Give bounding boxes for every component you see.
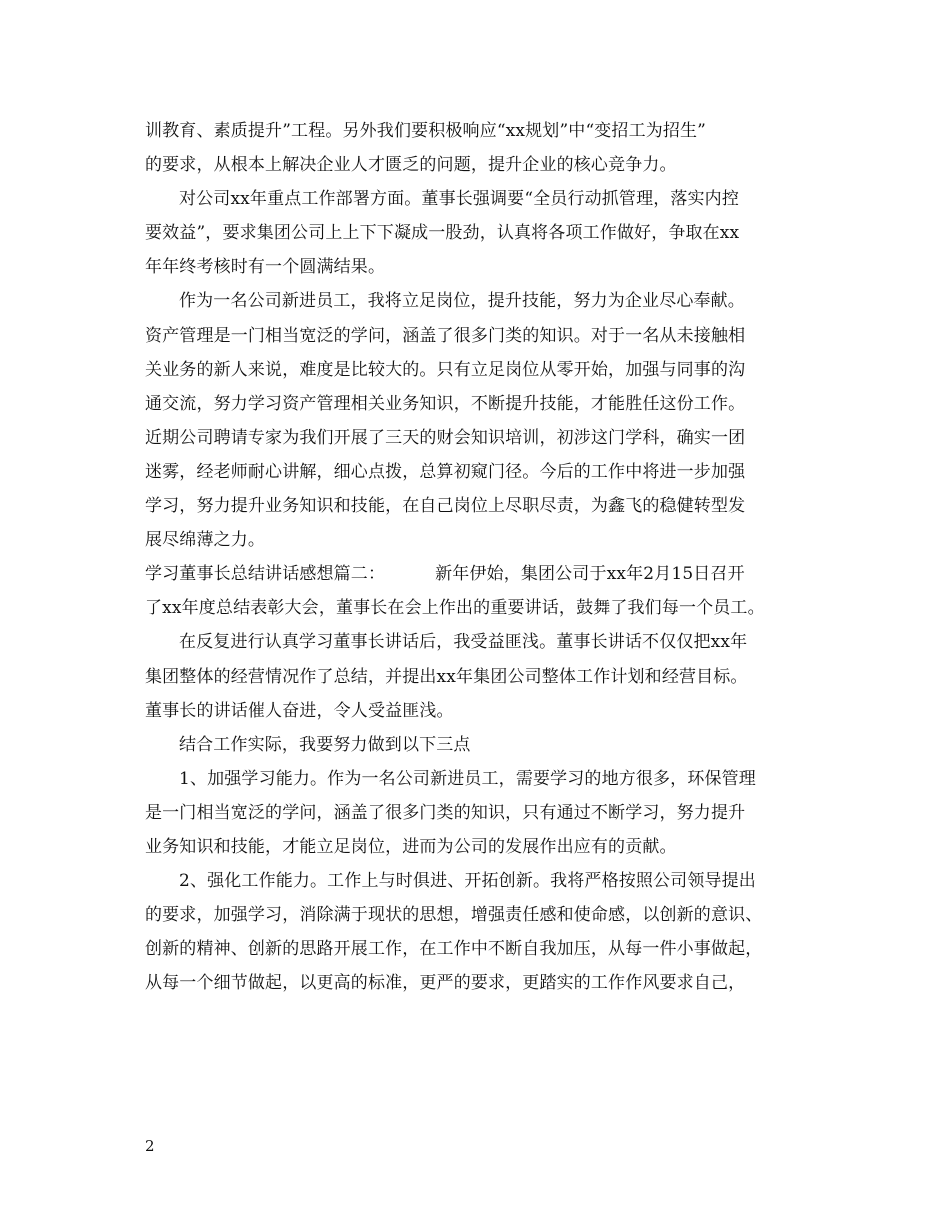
page-number: 2 — [145, 1137, 155, 1155]
document-body — [145, 114, 813, 1000]
text-line: 对公司xx年重点工作部署方面。董事长强调要“全员行动抓管理，落实内控 — [179, 189, 739, 210]
text-line: 要效益”，要求集团公司上上下下凝成一股劲，认真将各项工作做好，争取在xx — [145, 223, 740, 244]
text-line: 训教育、素质提升”工程。另外我们要积极响应“xx规划”中“变招工为招生” — [145, 121, 707, 141]
text-line: 结合工作实际，我要努力做到以下三点 — [179, 734, 471, 755]
text-line: 了xx年度总结表彰大会，董事长在会上作出的重要讲话，鼓舞了我们每一个员工。 — [145, 598, 765, 619]
text-line: 董事长的讲话催人奋进，令人受益匪浅。 — [145, 700, 454, 721]
section-heading: 学习董事长总结讲话感想篇二： — [145, 564, 386, 585]
text-line: 是一门相当宽泛的学问，涵盖了很多门类的知识，只有通过不断学习，努力提升 — [145, 802, 746, 823]
text-line: 通交流，努力学习资产管理相关业务知识，不断提升技能，才能胜任这份工作。 — [145, 393, 746, 414]
text-line: 1、加强学习能力。作为一名公司新进员工，需要学习的地方很多，环保管理 — [179, 768, 756, 789]
section-opening-text: 新年伊始，集团公司于xx年2月15日召开 — [435, 564, 745, 585]
text-line: 集团整体的经营情况作了总结，并提出xx年集团公司整体工作计划和经营目标。 — [145, 666, 748, 687]
text-line: 2、强化工作能力。工作上与时俱进、开拓创新。我将严格按照公司领导提出 — [179, 871, 756, 892]
text-line: 资产管理是一门相当宽泛的学问，涵盖了很多门类的知识。对于一名从未接触相 — [145, 325, 746, 346]
text-line: 的要求，加强学习，消除满于现状的思想，增强责任感和使命感，以创新的意识、 — [145, 905, 763, 926]
text-line: 作为一名公司新进员工，我将立足岗位，提升技能，努力为企业尽心奉献。 — [179, 291, 745, 312]
text-line: 创新的精神、创新的思路开展工作，在工作中不断自我加压，从每一件小事做起， — [145, 939, 763, 960]
text-line: 的要求，从根本上解决企业人才匮乏的问题，提升企业的核心竞争力。 — [145, 155, 677, 176]
text-line: 展尽绵薄之力。 — [145, 530, 266, 551]
text-line: 从每一个细节做起，以更高的标准，更严的要求，更踏实的工作作风要求自己， — [145, 973, 746, 994]
text-line: 学习，努力提升业务知识和技能，在自己岗位上尽职尽责，为鑫飞的稳健转型发 — [145, 496, 746, 517]
text-line: 近期公司聘请专家为我们开展了三天的财会知识培训，初涉这门学科，确实一团 — [145, 427, 746, 448]
section-heading-line — [145, 557, 813, 591]
text-line: 迷雾，经老师耐心讲解，细心点拨，总算初窥门径。今后的工作中将进一步加强 — [145, 461, 746, 482]
text-line: 业务知识和技能，才能立足岗位，进而为公司的发展作出应有的贡献。 — [145, 836, 677, 857]
text-line: 年年终考核时有一个圆满结果。 — [145, 257, 386, 278]
text-line: 在反复进行认真学习董事长讲话后，我受益匪浅。董事长讲话不仅仅把xx年 — [179, 632, 748, 653]
text-line: 关业务的新人来说，难度是比较大的。只有立足岗位从零开始，加强与同事的沟 — [145, 359, 746, 380]
